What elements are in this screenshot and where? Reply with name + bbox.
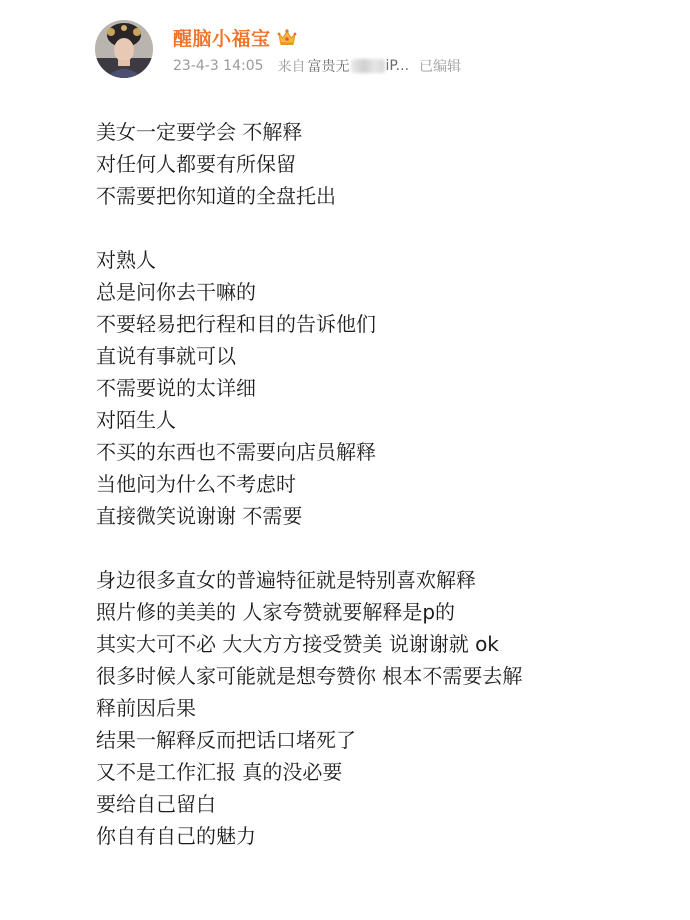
post-text-line: 结果一解释反而把话口堵死了 [96,728,356,752]
post-text-line: 对任何人都要有所保留 [96,152,296,176]
post-text-line: 当他问为什么不考虑时 [96,472,296,496]
username[interactable]: 醒脑小福宝 [173,27,271,50]
post-body [96,116,656,852]
post-text-line: 不买的东西也不需要向店员解释 [96,440,376,464]
post-text-line: 身边很多直女的普遍特征就是特别喜欢解释 [96,568,476,592]
avatar[interactable] [95,20,153,78]
blank-line [96,212,656,244]
username-row [173,24,297,50]
post-text-line: 直接微笑说谢谢 不需要 [96,504,303,528]
source-end[interactable]: iP... [385,58,410,74]
post-header [95,20,655,80]
post-text-line: 照片修的美美的 人家夸赞就要解释是p的 [96,600,456,624]
crown-icon [277,28,297,46]
post-text-line: 又不是工作汇报 真的没必要 [96,760,343,784]
post-text-line: 要给自己留白 [96,792,216,816]
source-blurred-region [351,59,385,73]
post-text-line: 对熟人 [96,248,156,272]
edited-label[interactable]: 已编辑 [419,59,462,75]
post-text-line: 美女一定要学会 不解释 [96,120,303,144]
source-start[interactable]: 富贵无 [307,59,350,75]
post-text-line: 对陌生人 [96,408,176,432]
post-text-line: 不需要说的太详细 [96,376,256,400]
post-text-line: 不要轻易把行程和目的告诉他们 [96,312,376,336]
post-text-line: 其实大可不必 大大方方接受赞美 说谢谢就 ok [96,632,499,656]
post-text-line: 不需要把你知道的全盘托出 [96,184,336,208]
source-prefix: 来自 [277,59,306,75]
post-text-line: 总是问你去干嘛的 [96,280,256,304]
blank-line [96,532,656,564]
post-text-line: 你自有自己的魅力 [96,824,256,848]
post-meta [173,56,461,76]
post-time: 23-4-3 14:05 [173,58,264,74]
post-text-line: 释前因后果 [96,696,196,720]
post-text-line: 直说有事就可以 [96,344,236,368]
post-text-line: 很多时候人家可能就是想夸赞你 根本不需要去解 [96,664,523,688]
